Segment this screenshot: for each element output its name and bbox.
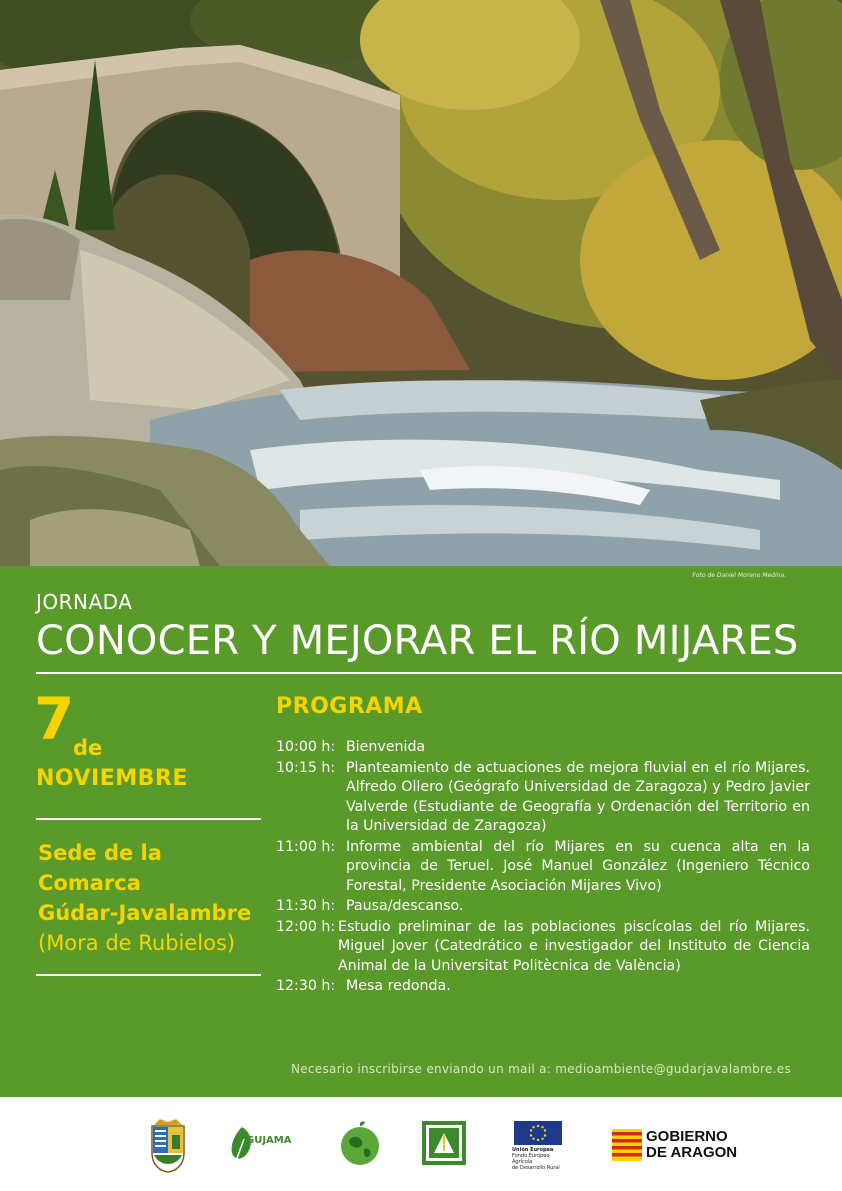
venue-line-4: (Mora de Rubielos) — [38, 931, 236, 955]
program-item — [276, 977, 810, 997]
program-text: Informe ambiental del río Mijares en su cuenca alta en la provincia de Teruel. José Manuel González (Ingeniero Técnico Forestal, Presidente Asociación Mijares Vivo) — [346, 838, 810, 894]
program-time: 11:00 h: — [276, 838, 336, 855]
event-month: NOVIEMBRE — [36, 766, 188, 791]
gov-line-1: GOBIERNO — [646, 1128, 728, 1145]
gov-line-2: DE ARAGON — [646, 1144, 738, 1161]
agujama-logo — [228, 1125, 308, 1165]
event-title: CONOCER Y MEJORAR EL RÍO MIJARES — [36, 618, 799, 664]
program-time: 12:00 h: — [276, 918, 336, 935]
venue-line-1: Sede de la — [38, 841, 162, 865]
leader-logo — [422, 1121, 466, 1165]
program-text: Pausa/descanso. — [346, 898, 464, 914]
program-text: Bienvenida — [346, 739, 426, 755]
program-time: 12:30 h: — [276, 978, 336, 994]
photo-credit: Foto de Daniel Moreno Medina. — [692, 572, 786, 579]
program-list — [276, 738, 810, 998]
program-time: 10:15 h: — [276, 759, 336, 776]
event-day-connector: de — [73, 736, 103, 760]
program-item — [276, 759, 810, 837]
date-divider — [36, 818, 261, 820]
venue-line-2: Comarca — [38, 871, 141, 895]
river-photo — [0, 0, 842, 566]
river-bridge-illustration — [0, 0, 842, 566]
sponsor-logos — [0, 1097, 842, 1191]
aragon-flag-icon — [612, 1129, 642, 1161]
eu-flag-icon — [514, 1121, 562, 1145]
coat-of-arms-logo — [148, 1117, 188, 1173]
program-item — [276, 918, 810, 977]
title-divider — [36, 672, 842, 674]
program-item — [276, 838, 810, 897]
eu-logo — [512, 1121, 568, 1171]
venue-divider — [36, 974, 261, 976]
program-text: Mesa redonda. — [346, 978, 451, 994]
event-kicker: JORNADA — [36, 590, 133, 614]
event-day: 7 — [34, 685, 75, 753]
program-item — [276, 897, 810, 917]
globe-apple-logo — [338, 1119, 382, 1167]
program-time: 10:00 h: — [276, 739, 336, 755]
venue-line-3: Gúdar-Javalambre — [38, 901, 252, 925]
program-time: 11:30 h: — [276, 898, 336, 914]
agujama-wordmark: GUJAMA — [246, 1135, 292, 1146]
registration-note: Necesario inscribirse enviando un mail a: medioambiente@gudarjavalambre.es — [290, 1062, 792, 1076]
eu-name: Unión Europea — [512, 1147, 554, 1153]
venue-block — [38, 838, 251, 958]
eu-fund-line-1: Fondo Europeo Agrícola — [512, 1153, 550, 1165]
eu-fund-line-2: de Desarrollo Rural — [512, 1165, 560, 1171]
program-title: PROGRAMA — [276, 694, 423, 719]
program-item — [276, 738, 810, 758]
program-text: Planteamiento de actuaciones de mejora fluvial en el río Mijares. Alfredo Ollero (Geógrafo Universidad de Zaragoza) y Pedro Javier Valverde (Estudiante de Geografía y Ordenación del Territorio en la Universidad de Zaragoza) — [346, 759, 810, 834]
program-text: Estudio preliminar de las poblaciones piscícolas del río Mijares. Miguel Jover (Catedrático e investigador del Instituto de Ciencia Animal de la Universitat Politècnica de València) — [338, 918, 810, 974]
gobierno-aragon-logo — [612, 1129, 752, 1163]
